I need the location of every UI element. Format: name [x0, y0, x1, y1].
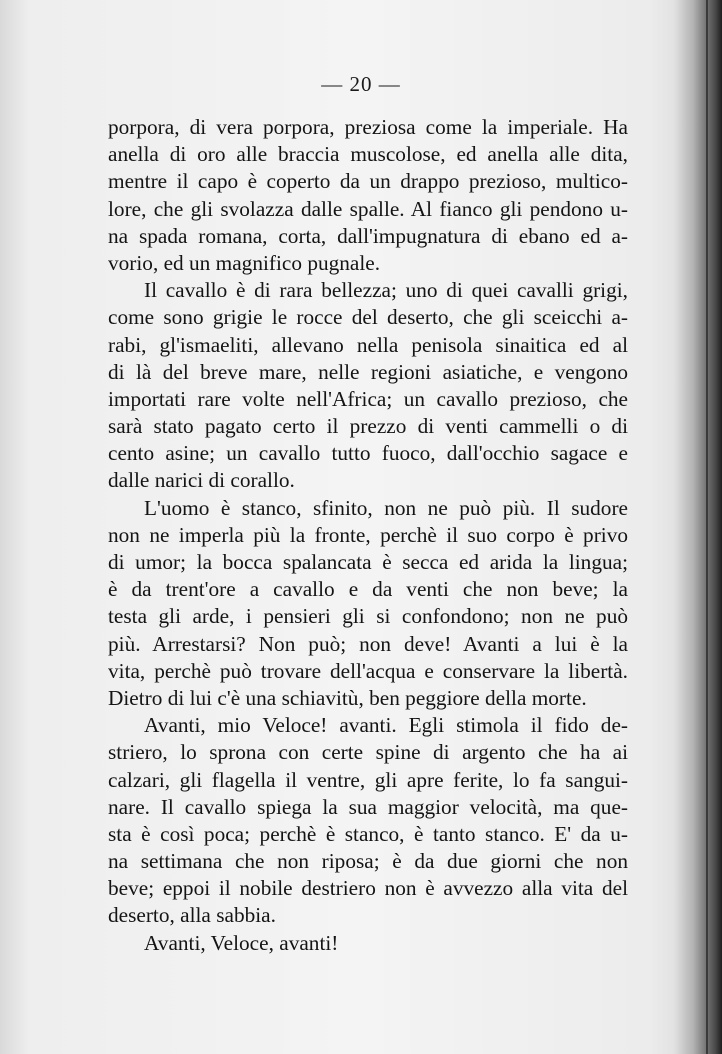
text-line: anella di oro alle braccia muscolose, ed anella alle dita,: [108, 142, 628, 167]
text-line: importati rare volte nell'Africa; un cavallo prezioso, che: [108, 386, 628, 411]
text-line: beve; eppoi il nobile destriero non è avvezzo alla vita del: [108, 876, 628, 901]
text-line: lore, che gli svolazza dalle spalle. Al fianco gli pendono u-: [108, 196, 628, 221]
text-line: come sono grigie le rocce del deserto, che gli sceicchi a-: [108, 305, 628, 330]
text-line: Dietro di lui c'è una schiavitù, ben peggiore della morte.: [108, 685, 587, 710]
text-line: sta è così poca; perchè è stanco, è tanto stanco. E' da u-: [108, 821, 628, 846]
text-line: vorio, ed un magnifico pugnale.: [108, 250, 381, 275]
text-line: sarà stato pagato certo il prezzo di venti cammelli o di: [108, 414, 628, 439]
text-line: vita, perchè può trovare dell'acqua e conservare la libertà.: [108, 658, 628, 683]
text-line: più. Arrestarsi? Non può; non deve! Avanti a lui è la: [108, 631, 628, 656]
text-line: mentre il capo è coperto da un drappo prezioso, multico-: [108, 169, 628, 194]
text-line: rabi, gl'ismaeliti, allevano nella penisola sinaitica ed al: [108, 332, 628, 357]
text-line: di là del breve mare, nelle regioni asiatiche, e vengono: [108, 359, 628, 384]
text-line: è da trent'ore a cavallo e da venti che non beve; la: [108, 577, 628, 602]
text-line: calzari, gli flagella il ventre, gli apre ferite, lo fa sangui-: [108, 767, 628, 792]
text-line: dalle narici di corallo.: [108, 468, 295, 493]
text-line: porpora, di vera porpora, preziosa come la imperiale. Ha: [108, 115, 628, 139]
text-line: deserto, alla sabbia.: [108, 903, 276, 928]
paragraph-start: Il cavallo è di rara bellezza; uno di quei cavalli grigi,: [144, 278, 628, 303]
paragraph-start: Avanti, Veloce, avanti!: [144, 930, 339, 955]
page-binding-shadow: [674, 0, 722, 1054]
text-line: testa gli arde, i pensieri gli si confondono; non ne può: [108, 604, 628, 629]
paragraph-start: L'uomo è stanco, sfinito, non ne può più. Il sudore: [144, 495, 628, 520]
body-text: [108, 114, 628, 957]
text-line: di umor; la bocca spalancata è secca ed arida la lingua;: [108, 550, 628, 574]
text-line: cento asine; un cavallo tutto fuoco, dall'occhio sagace e: [108, 441, 628, 466]
paragraph-start: Avanti, mio Veloce! avanti. Egli stimola il fido de-: [144, 713, 628, 738]
text-line: na spada romana, corta, dall'impugnatura di ebano ed a-: [108, 223, 628, 248]
text-line: na settimana che non riposa; è da due giorni che non: [108, 849, 628, 874]
text-line: non ne imperla più la fronte, perchè il suo corpo è privo: [108, 522, 628, 547]
text-line: nare. Il cavallo spiega la sua maggior velocità, ma que-: [108, 794, 628, 819]
page-edge-line: [706, 0, 708, 1054]
page-number: — 20 —: [321, 72, 401, 96]
text-line: striero, lo sprona con certe spine di argento che ha ai: [108, 740, 628, 765]
